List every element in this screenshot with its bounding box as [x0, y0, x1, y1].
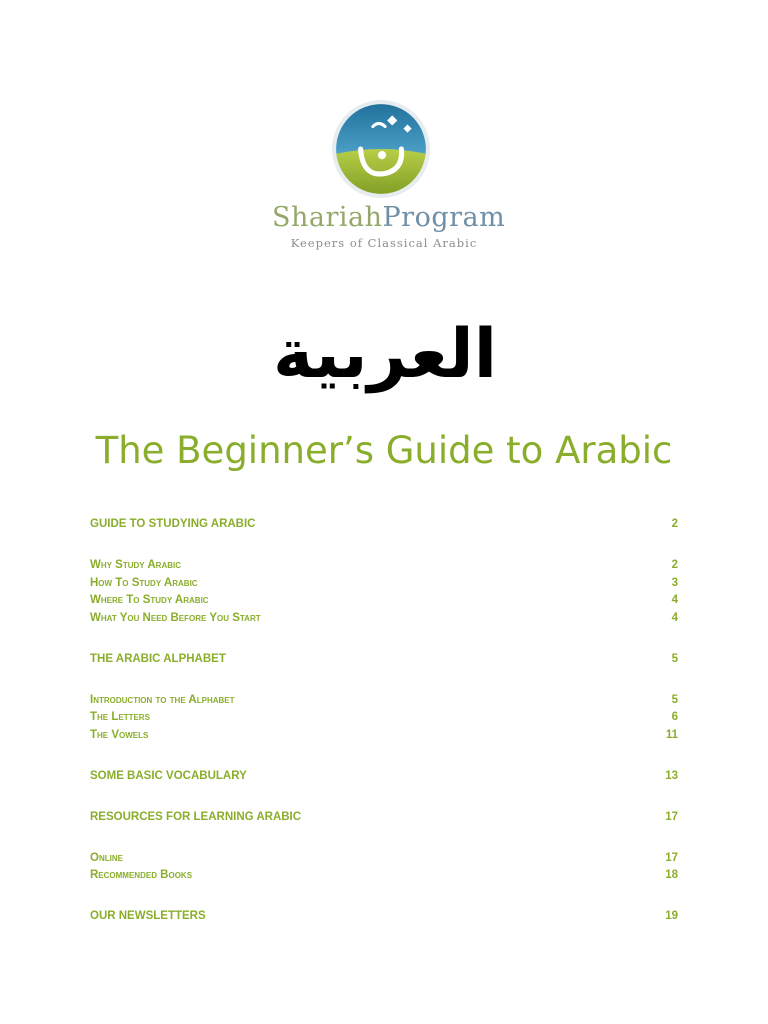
toc-entry[interactable] — [90, 867, 678, 885]
toc-page-number: 2 — [671, 518, 678, 530]
toc-entry-label: Introduction to the Alphabet — [90, 693, 235, 706]
toc-entry[interactable] — [90, 610, 678, 628]
toc-entry[interactable] — [90, 850, 678, 868]
toc-section[interactable] — [90, 516, 678, 534]
table-of-contents — [90, 516, 678, 949]
toc-page-number: 17 — [665, 851, 678, 864]
shariah-program-logo — [272, 92, 506, 268]
toc-page-number: 6 — [671, 711, 678, 723]
toc-page-number: 4 — [671, 594, 678, 606]
toc-page-number: 2 — [671, 559, 678, 571]
toc-page-number: 17 — [665, 810, 678, 823]
toc-page-number: 13 — [665, 769, 678, 782]
logo-name-program: Program — [382, 202, 506, 233]
arabic-calligraphy-title: العربية — [272, 315, 498, 394]
toc-entry-label: Where To Study Arabic — [90, 594, 209, 606]
toc-section-label: SOME BASIC VOCABULARY — [90, 769, 247, 782]
toc-entry-label: The Vowels — [90, 728, 149, 741]
logo-name-shariah: Shariah — [272, 202, 383, 233]
toc-entry[interactable] — [90, 692, 678, 710]
toc-section[interactable] — [90, 651, 678, 669]
toc-entry[interactable] — [90, 557, 678, 575]
toc-entry-label: The Letters — [90, 711, 150, 723]
toc-page-number: 5 — [671, 652, 678, 665]
toc-entry-label: Recommended Books — [90, 869, 193, 881]
toc-entry[interactable] — [90, 727, 678, 745]
toc-page-number: 4 — [671, 611, 678, 624]
toc-entry-label: Why Study Arabic — [90, 559, 182, 571]
toc-entry-label: What You Need Before You Start — [90, 611, 261, 624]
toc-section[interactable] — [90, 908, 678, 926]
logo-tagline: Keepers of Classical Arabic — [290, 236, 478, 250]
toc-section-label: RESOURCES FOR LEARNING ARABIC — [90, 810, 302, 823]
toc-entry-label: How To Study Arabic — [90, 576, 198, 589]
toc-page-number: 11 — [665, 728, 678, 741]
page-title: The Beginner’s Guide to Arabic — [95, 429, 673, 472]
toc-section-label: GUIDE TO STUDYING ARABIC — [90, 518, 256, 530]
toc-page-number: 3 — [671, 576, 678, 589]
logo-emblem-icon — [330, 98, 432, 200]
toc-section-label: THE ARABIC ALPHABET — [90, 652, 226, 665]
toc-page-number: 5 — [671, 693, 678, 706]
toc-section[interactable] — [90, 809, 678, 827]
toc-entry-label: Online — [90, 851, 123, 864]
toc-section-label: OUR NEWSLETTERS — [90, 910, 206, 922]
logo-name — [272, 202, 506, 234]
toc-page-number: 19 — [665, 910, 678, 922]
toc-page-number: 18 — [665, 869, 678, 881]
toc-entry[interactable] — [90, 592, 678, 610]
toc-entry[interactable] — [90, 575, 678, 593]
toc-section[interactable] — [90, 768, 678, 786]
toc-entry[interactable] — [90, 709, 678, 727]
